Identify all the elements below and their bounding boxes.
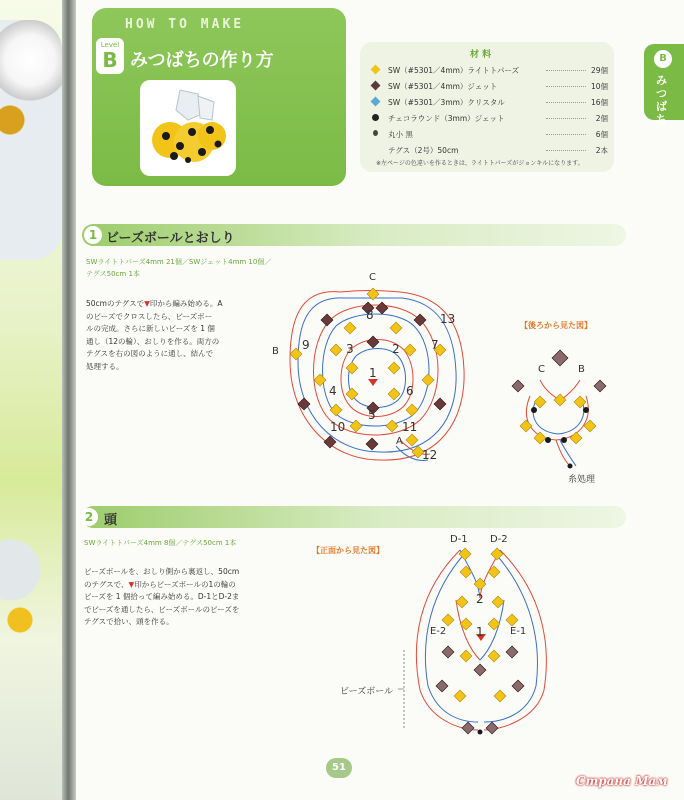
- section2-materials-line: SWライトトパーズ4mm 8個／テグス50cm 1本: [84, 539, 237, 547]
- materials-note: ※左ページの色違いを作るときは、ライトトパーズがジョンキルになります。: [376, 160, 584, 167]
- back-label-b: B: [578, 364, 585, 375]
- label-d2: D-2: [490, 534, 508, 545]
- label-b: B: [272, 346, 279, 357]
- material-name: SW（#5301／4mm）ジェット: [388, 82, 498, 91]
- section2-line: のテグスで、▼印からビーズボールの1の輪の: [84, 579, 236, 589]
- side-tab-level: B: [654, 50, 672, 68]
- label-a: A: [396, 436, 403, 447]
- ring-number: 5: [368, 408, 376, 422]
- ring-number-2: 2: [476, 592, 484, 606]
- material-name: SW（#5301／4mm）ライトトパーズ: [388, 66, 520, 75]
- ring-number: 4: [329, 384, 337, 398]
- level-label: Level: [100, 41, 120, 49]
- label-d1: D-1: [450, 534, 468, 545]
- section2-line: ビーズボールを、おしり側から裏返し、50cm: [84, 567, 240, 576]
- page-title: みつばちの作り方: [130, 50, 274, 71]
- section2-line: ビーズを 1 個拾って編み始める。D-1とD-2ま: [84, 592, 240, 601]
- material-qty: 2個: [595, 114, 608, 123]
- section2-line: テグスで拾い、頭を作る。: [84, 617, 174, 626]
- ring-number: 10: [330, 420, 346, 434]
- material-qty: 2本: [595, 146, 608, 155]
- thread-finish-label: 糸処理: [568, 475, 596, 485]
- material-qty: 16個: [590, 98, 608, 107]
- ring-number: 8: [366, 308, 374, 322]
- material-qty: 10個: [590, 82, 608, 91]
- how-to-make-label: HOW TO MAKE: [125, 17, 245, 32]
- section1-line: のビーズでクロスしたら、ビーズボー: [86, 311, 213, 321]
- ring-number: 1: [369, 366, 377, 380]
- label-e2: E-2: [430, 626, 447, 637]
- section1-line: ルの完成。さらに新しいビーズを 1 個: [86, 324, 215, 333]
- materials-title: 材 料: [470, 50, 492, 60]
- ring-number-1: 1: [476, 625, 484, 639]
- material-name: テグス（2号）50cm: [388, 146, 459, 155]
- label-e1: E-1: [510, 626, 527, 637]
- level-letter: B: [102, 48, 118, 72]
- ring-number: 11: [402, 420, 418, 434]
- ring-number: 12: [422, 448, 438, 462]
- material-name: 丸小 黒: [388, 130, 413, 139]
- section2-line: でビーズを通したら、ビーズボールのビーズを: [84, 604, 240, 614]
- ring-number: 2: [392, 342, 400, 356]
- bead-ball-label: ビーズボール: [340, 687, 394, 697]
- section1-line: 50cmのテグスで▼印から編み始める。A: [86, 299, 223, 308]
- ring-number: 7: [431, 338, 439, 352]
- start-marker-icon: ▼: [128, 579, 135, 589]
- back-label-c: C: [538, 364, 545, 375]
- section1-number: 1: [84, 226, 102, 244]
- section1-title: ビーズボールとおしり: [106, 231, 235, 246]
- back-view-label: 【後ろから見た図】: [520, 321, 592, 330]
- section1-line: 通し（12の輪）、おしりを作る。両方の: [86, 336, 220, 346]
- section1-materials-line1: SWライトトパーズ4mm 21個／SWジェット4mm 10個／: [86, 258, 272, 266]
- section1-line: テグスを右の図のように通し、結んで: [86, 349, 214, 358]
- ring-number: 3: [346, 342, 354, 356]
- section2-number: 2: [80, 508, 98, 526]
- label-c: C: [369, 272, 376, 283]
- section1-line: 処理する。: [86, 361, 124, 371]
- material-qty: 6個: [595, 130, 608, 139]
- watermark: Страна Мам: [576, 774, 668, 788]
- side-tab-label: みつばち: [656, 74, 667, 126]
- section2-title: 頭: [104, 513, 118, 528]
- ring-number: 6: [406, 384, 414, 398]
- ring-number: 9: [302, 338, 310, 352]
- section1-materials-line2: テグス50cm 1本: [86, 270, 140, 278]
- material-name: SW（#5301／3mm）クリスタル: [388, 98, 505, 107]
- front-view-label: 【正面から見た図】: [312, 546, 384, 555]
- material-qty: 29個: [590, 66, 608, 75]
- start-marker-icon: ▼: [144, 299, 150, 308]
- page-number: 51: [326, 758, 352, 778]
- material-name: チェコラウンド（3mm）ジェット: [388, 114, 505, 123]
- ring-number: 13: [440, 312, 456, 326]
